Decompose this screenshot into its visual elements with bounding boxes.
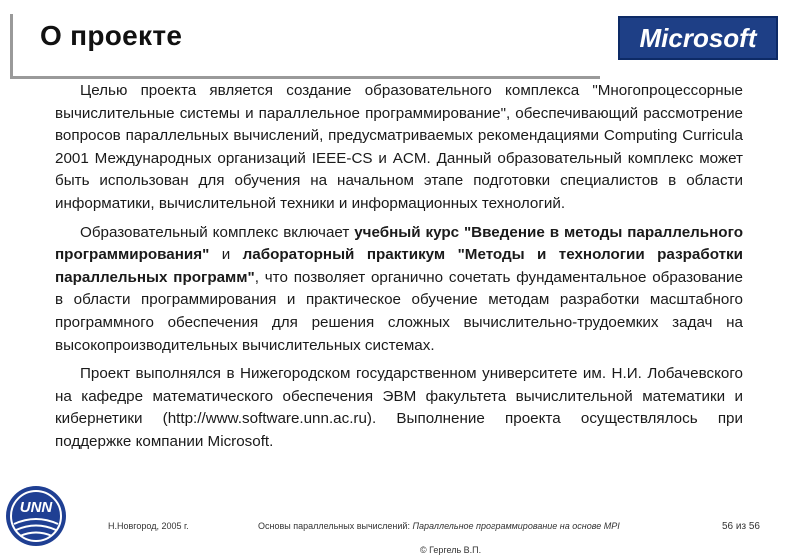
paragraph-university-text: Проект выполнялся в Нижегородском государственном университете им. Н.И. Лобачевского на кафедре математического обеспечения ЭВМ факультета вычислительной математики и кибернетики (http://www.software.unn.ac.ru). Выполнение проекта осуществлялось при поддержке компании Microsoft.: [55, 365, 743, 450]
slide-body: [55, 80, 743, 460]
footer-copyright: © Гергель В.П.: [420, 545, 482, 555]
unn-logo-text: UNN: [19, 499, 53, 516]
paragraph-goal-text: Целью проекта является создание образовательного комплекса "Многопроцессорные вычислительные системы и параллельное программирование", обеспечивающий рассмотрение вопросов параллельных вычислений, предусматриваемых рекомендациями Computing Curricula 2001 Международных организаций IEEE-CS и ACM. Данный образовательный комплекс может быть использован для обучения на начальном этапе подготовки специалистов в области информатики, вычислительной техники и информационных технологий.: [55, 82, 743, 212]
microsoft-logo-text: Microsoft: [639, 23, 757, 53]
paragraph-complex-text-2: и: [209, 246, 243, 264]
title-left-rule: [10, 14, 13, 76]
footer-course-prefix: Основы параллельных вычислений:: [258, 521, 410, 531]
course-name-bold: учебный курс "Введение в методы параллельного программирования": [55, 223, 743, 264]
paragraph-complex-text-3: , что позволяет органично сочетать фундаментальное образование в области программирования и практическое обучение методам разработки масштабного программного обеспечения для решения сложных вычислительно-трудоемких задач на высокопроизводительных вычислительных системах.: [55, 268, 743, 354]
paragraph-complex: [55, 222, 743, 358]
footer-city-year: Н.Новгород, 2005 г.: [108, 521, 189, 531]
title-underline: [10, 76, 600, 79]
paragraph-complex-text-1: Образовательный комплекс включает: [80, 223, 355, 241]
footer-page-number: 56 из 56: [722, 521, 760, 532]
paragraph-goal: [55, 80, 743, 216]
microsoft-logo: [618, 16, 778, 60]
slide-title: О проекте: [40, 20, 183, 51]
microsoft-logo-mark: [622, 20, 774, 56]
footer-course-title: Параллельное программирование на основе MPI: [412, 521, 620, 531]
paragraph-university: [55, 363, 743, 453]
slide-footer: [0, 519, 800, 553]
practicum-name-bold: лабораторный практикум "Методы и технологии разработки параллельных программ": [55, 246, 743, 286]
footer-course: [258, 521, 698, 531]
